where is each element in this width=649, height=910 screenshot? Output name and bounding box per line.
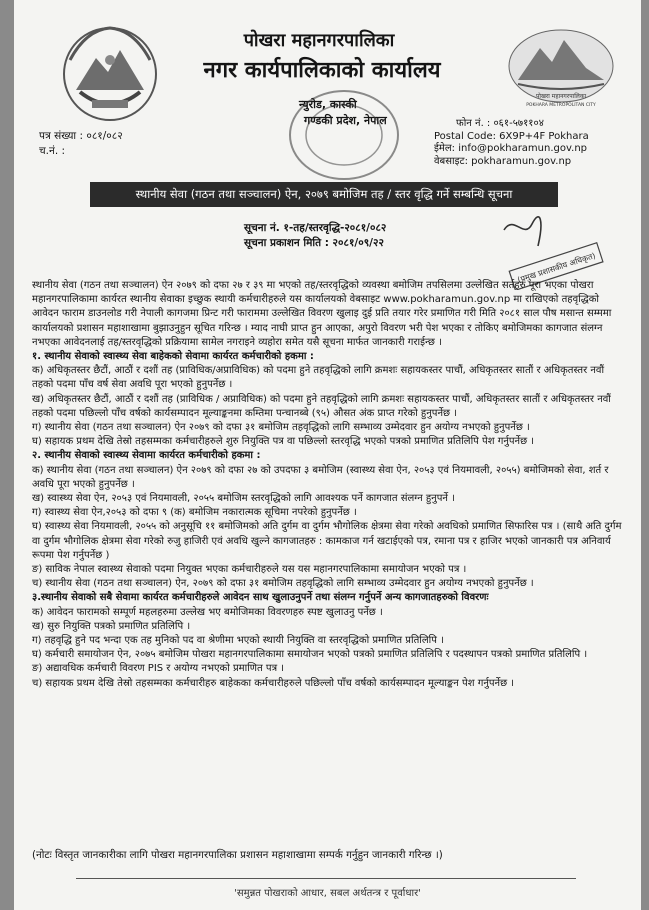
section-heading: ३.स्थानीय सेवाको सबै सेवामा कार्यरत कर्मचारीहरुले आवेदन साथ खुलाउनुपर्ने तथा संलग्न गर्नुपर्ने अन्य कागजातहरुको विवरणः [32, 592, 489, 604]
list-item: घ) सहायक प्रथम देखि तेस्रो तहसम्मका कर्मचारीहरुले शुरु नियुक्ति पत्र वा पछिल्लो स्तरवृद्धि भएको पत्रको प्रमाणित प्रतिलिपि पेश गर्नुपर्नेछ । [32, 436, 535, 448]
reference-block [39, 129, 123, 159]
email: ईमेल: info@pokharamun.gov.np [434, 143, 588, 154]
dispatch-number: च.नं. : [39, 145, 66, 157]
notice-title: स्थानीय सेवा (गठन तथा सञ्चालन) ऐन, २०७९ बमोजिम तह / स्तर वृद्धि गर्ने सम्बन्धि सूचना [90, 182, 558, 207]
office-name: नगर कार्यपालिकाको कार्यालय [203, 58, 441, 83]
list-item: ख) अधिकृतस्तर छैटौं, आठौं र दशौं तह (प्राविधिक / अप्राविधिक) को पदमा हुने तहवृद्धिको लागि क्रमशः सहायकस्तर पाचौं, अधिकृतस्तर सातौं र अधिकृतस्तर नवौं तहको पदमा पछिल्लो पाँच वर्षको कार्यसम्पादन मूल्याङ्कनमा कम्तिमा पन्चानब्बे (९५) औसत अंक प्राप्त गरेको हुनुपर्नेछ । [32, 393, 611, 419]
letter-number: पत्र संख्या : ०८१/०८२ [39, 130, 123, 142]
list-item: च) सहायक प्रथम देखि तेस्रो तहसम्मका कर्मचारीहरु बाहेकका कर्मचारीहरुले पछिल्लो पाँच वर्षको कार्यसम्पादन मूल्याङ्कन पेश गर्नुपर्नेछ । [32, 677, 515, 689]
list-item: ग) स्वास्थ्य सेवा ऐन,२०५३ को दफा ९ (क) बमोजिम नकारात्मक सूचिमा नपरेको हुनुपर्नेछ । [32, 507, 357, 519]
city-logo-icon [506, 28, 616, 110]
signature-stamp-icon [484, 210, 604, 290]
list-item: ङ) साविक नेपाल स्वास्थ्य सेवाको पदमा नियुक्त भएका कर्मचारीहरुले यस यस महानगरपालिकामा समायोजन भएको पत्र । [32, 564, 467, 576]
nepal-emblem-icon [56, 20, 164, 128]
footer-divider [76, 878, 576, 879]
list-item: च) स्थानीय सेवा (गठन तथा सञ्चालन) ऐन, २०७९ को दफा ३१ बमोजिम तहवृद्धिको लागि सम्भाव्य उम्मेदवार हुन अयोग्य नभएको हुनुपर्नेछ । [32, 578, 534, 590]
list-item: क) अधिकृतस्तर छैटौं, आठौं र दशौं तह (प्राविधिक/अप्राविधिक) को पदमा हुने तहवृद्धिको लागि क्रमशः सहायकस्तर पाचौं, अधिकृतस्तर सातौं र अधिकृतस्तर नवौं तहको पदमा पाँच वर्ष सेवा अवधि पूरा भएको हुनुपर्नेछ । [32, 365, 605, 391]
notice-page [14, 0, 641, 910]
contact-block [434, 118, 589, 168]
footnote: (नोटः विस्तृत जानकारीका लागि पोखरा महानगरपालिका प्रशासन महाशाखामा सम्पर्क गर्नुहुन जानकारी गरिन्छ ।) [32, 849, 443, 861]
list-item: ग) स्थानीय सेवा (गठन तथा सञ्चालन) ऐन २०७९ को दफा ३१ बमोजिम तहवृद्धिको लागि सम्भाव्य उम्मेदवार हुन अयोग्य नभएको हुनुपर्नेछ । [32, 422, 530, 434]
section-heading: १. स्थानीय सेवाको स्वास्थ्य सेवा बाहेकको सेवामा कार्यरत कर्मचारीको हकमा : [32, 351, 314, 363]
office-stamp-icon [284, 85, 404, 185]
notice-date: सूचना प्रकाशन मिति : २०८१/०९/२२ [244, 237, 384, 249]
list-item: घ) स्वास्थ्य सेवा नियमावली, २०५५ को अनुसूचि ११ बमोजिमको अति दुर्गम वा दुर्गम भौगोलिक क्षेत्रमा सेवा गरेको अवधिको प्रमाणित सिफारिस पत्र । (साथै अति दुर्गम वा दुर्गम भौगोलिक क्षेत्रमा सेवा गरेको रुजु हाजिरी एवं अवधि खुल्ने कागजातहरु : कामकाज गर्न खटाईएको पत्र, रमाना पत्र र हाजिर भएको जानकारी पत्र अनिवार्य रूपमा पेश गर्नुपर्नेछ ) [32, 521, 622, 561]
notice-meta [244, 221, 386, 251]
section-3 [32, 591, 622, 690]
section-heading: २. स्थानीय सेवाको स्वास्थ्य सेवामा कार्यरत कर्मचारीको हकमा : [32, 450, 261, 462]
motto: 'समुन्नत पोखराको आधार, सबल अर्थतन्त्र र पूर्वाधार' [234, 888, 421, 899]
website: वेबसाइट: pokharamun.gov.np [434, 155, 572, 167]
postal-code: Postal Code: 6X9P+4F Pokhara [434, 130, 589, 142]
section-1 [32, 350, 622, 449]
org-name: पोखरा महानगरपालिका [243, 30, 395, 51]
list-item: ग) तहवृद्धि हुने पद भन्दा एक तह मुनिको पद वा श्रेणीमा भएको स्थायी नियुक्ति वा स्तरवृद्धिको प्रमाणित प्रतिलिपि । [32, 635, 444, 647]
list-item: ङ) अद्यावधिक कर्मचारी विवरण PIS र अयोग्य नभएको प्रमाणित पत्र । [32, 663, 285, 675]
intro-paragraph: स्थानीय सेवा (गठन तथा सञ्चालन) ऐन २०७९ को दफा २७ र ३९ मा भएको तह/स्तरवृद्धिको व्यवस्था बमोजिम तपसिलमा उल्लेखित सर्तहरु पूरा भएका पोखरा महानगरपालिकामा कार्यरत स्थानीय सेवाका इच्छुक स्थायी कर्मचारीहरुले यस कार्यालयको वेबसाइट www.pokharamun.gov.np मा राखिएको तहवृद्धिको आवेदन फाराम डाउनलोड गरी नेपाली कागजमा प्रिन्ट गरी फाराममा उल्लेखित विवरण खुलाइ दुई प्रति तयार गरेर प्रमाणित गरी मिति २०८१ साल पौष मसान्त सम्ममा कार्यालयको प्रशासन महाशाखामा बुझाउनुहुन सूचित गरिन्छ । म्याद नाघी प्राप्त हुन आएका, अपुरो विवरण भरी पेश भएका र तोकिए बमोजिमका कागजात संलग्न नभएका आवेदनलाई तह/स्तरवृद्धिको प्रक्रियामा सामेल नगराइने व्यहोरा समेत यसै सूचना मार्फत जानकारी गराईन्छ । [32, 280, 612, 348]
address-line-1: न्युरोड, कास्की [299, 98, 357, 111]
list-item: क) स्थानीय सेवा (गठन तथा सञ्चालन) ऐन २०७९ को दफा २७ को उपदफा ३ बमोजिम (स्वास्थ्य सेवा ऐन, २०५३ एवं नियमावली, २०५५) बमोजिमको सेवा, शर्त र अवधि पूरा भएको हुनुपर्नेछ । [32, 464, 609, 490]
list-item: ख) स्वास्थ्य सेवा ऐन, २०५३ एवं नियमावली, २०५५ बमोजिम स्तरवृद्धिको लागि आवश्यक पर्ने कागजात संलग्न हुनुपर्ने । [32, 493, 455, 505]
list-item: ख) सुरु नियुक्ति पत्रको प्रमाणित प्रतिलिपि । [32, 620, 191, 632]
notice-body [32, 279, 622, 691]
logo-text: पोखरा महानगरपालिका [535, 93, 587, 100]
section-2 [32, 449, 622, 591]
list-item: क) आवेदन फारामको सम्पूर्ण महलहरुमा उल्लेख भए बमोजिमका विवरणहरु स्पष्ट खुलाउनु पर्नेछ । [32, 606, 383, 618]
signature-text: (प्रमुख प्रशासकीय अधिकृत) [516, 251, 597, 285]
phone: फोन नं. : ०६१-५७११०४ [456, 118, 544, 129]
address-line-2: गण्डकी प्रदेश, नेपाल [304, 114, 387, 127]
list-item: घ) कर्मचारी समायोजन ऐन, २०७५ बमोजिम पोखरा महानगरपालिकामा समायोजन भएको पत्रको प्रमाणित प्रतिलिपि र पदस्थापन पत्रको प्रमाणित प्रतिलिपि । [32, 649, 588, 661]
logo-subtext: POKHARA METROPOLITAN CITY [526, 103, 596, 108]
notice-number: सूचना नं. १-तह/स्तरवृद्धि-२०८१/०८२ [244, 222, 387, 234]
